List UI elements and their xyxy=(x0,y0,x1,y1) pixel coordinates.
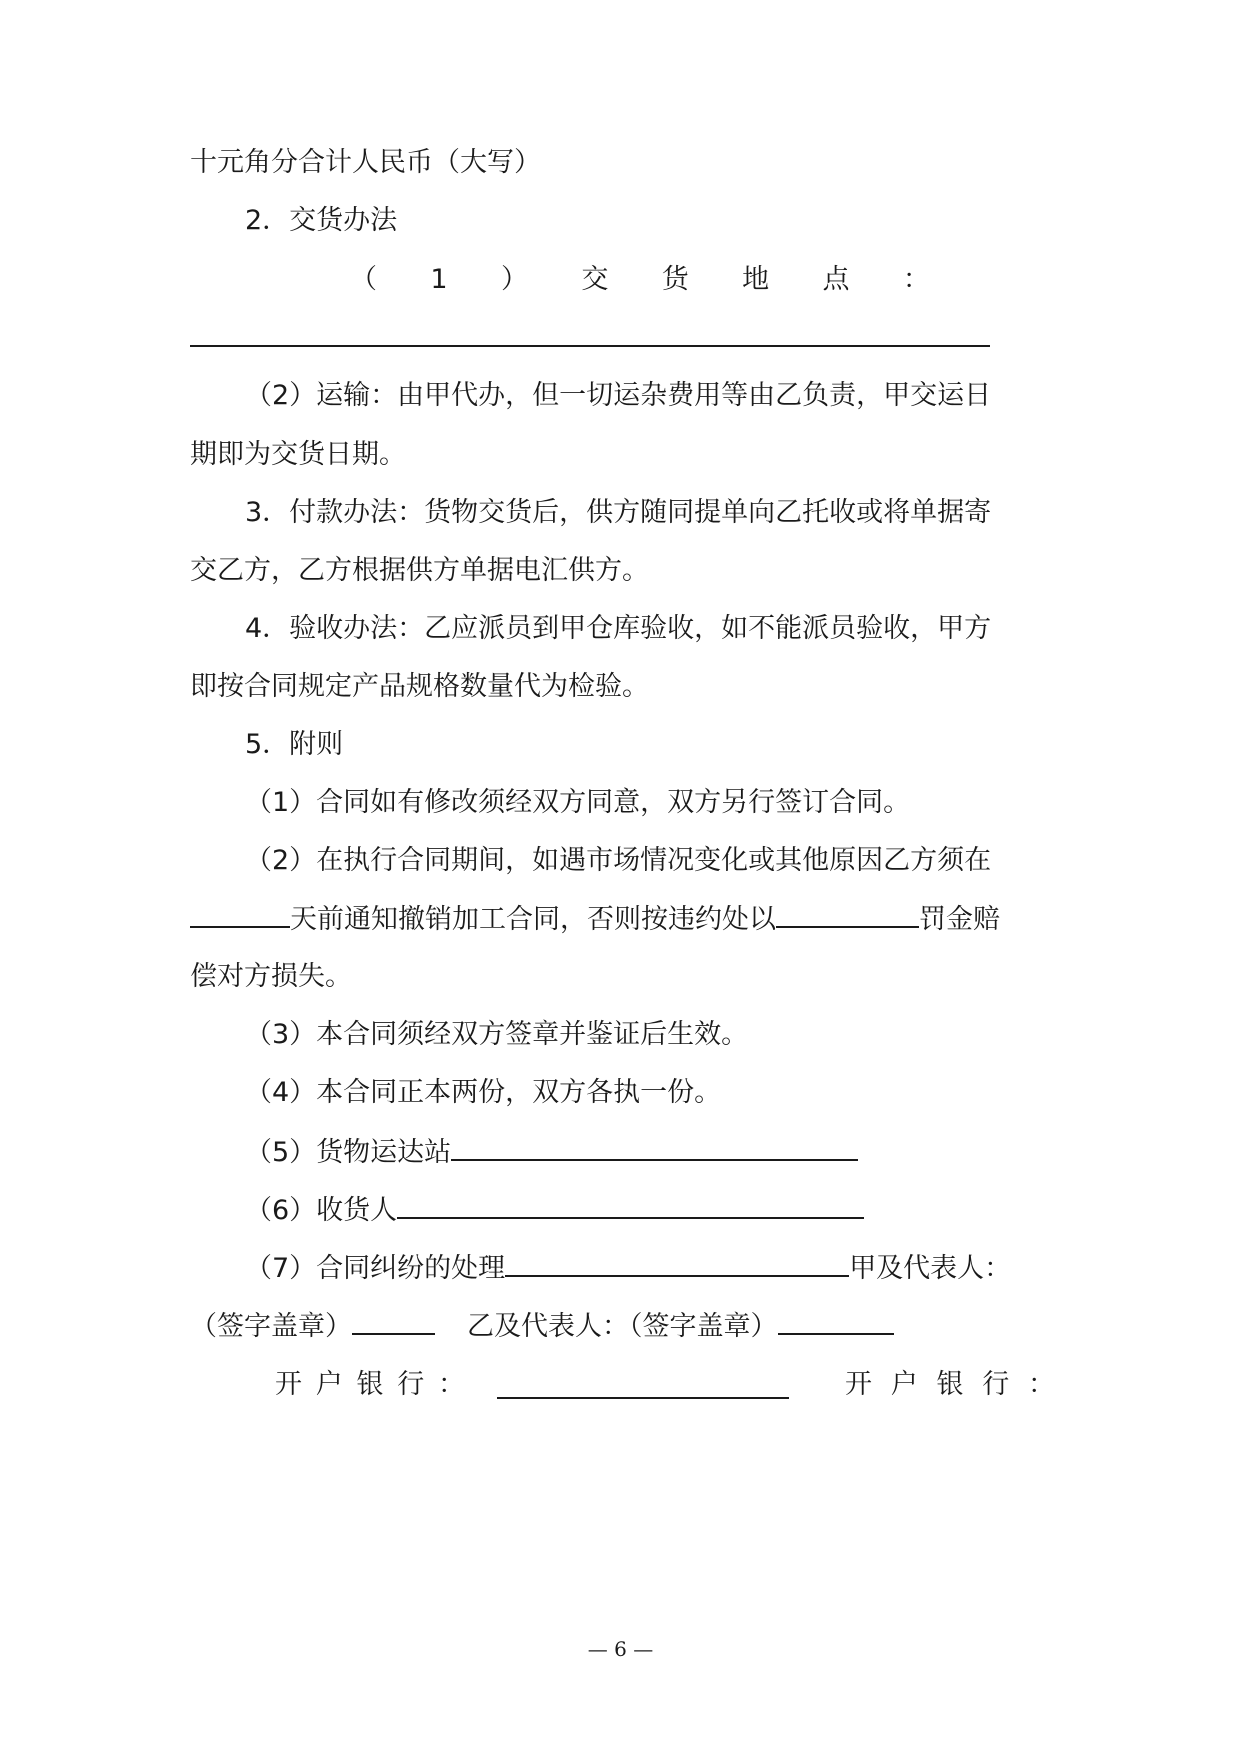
line-bank-accounts xyxy=(275,1365,1055,1405)
blank-dispute-resolution xyxy=(505,1248,849,1277)
line-delivery-location: （ 1 ） 交 货 地 点 ： xyxy=(350,264,930,295)
line-clause-7: （7）合同纠纷的处理 甲及代表人： xyxy=(245,1248,1060,1288)
line-total-amount: 十元角分合计人民币（大写） xyxy=(190,147,541,178)
heading-supplementary: 5．附则 xyxy=(245,729,344,760)
line-inspection-method: 4．验收办法：乙应派员到甲仓库验收，如不能派员验收，甲方 xyxy=(245,613,992,644)
blank-penalty xyxy=(776,899,919,928)
line-transport: （2）运输：由甲代办，但一切运杂费用等由乙负责，甲交运日 xyxy=(245,380,992,411)
blank-delivery-location xyxy=(190,345,990,347)
line-clause-1: （1）合同如有修改须经双方同意，双方另行签订合同。 xyxy=(245,787,911,818)
line-signatures: （签字盖章） 乙及代表人：（签字盖章） xyxy=(190,1306,1060,1346)
line-clause-2-end: 偿对方损失。 xyxy=(190,961,352,992)
line-clause-6: （6）收货人 xyxy=(245,1190,1060,1230)
line-inspection-method-cont: 即按合同规定产品规格数量代为检验。 xyxy=(190,671,649,702)
line-clause-2: （2）在执行合同期间，如遇市场情况变化或其他原因乙方须在 xyxy=(245,845,992,876)
blank-party-a-signature xyxy=(352,1306,435,1335)
line-clause-3: （3）本合同须经双方签章并鉴证后生效。 xyxy=(245,1019,749,1050)
blank-consignee xyxy=(397,1190,864,1219)
page-number: — 6 — xyxy=(587,1637,654,1661)
label-party-a-bank: 开 户 银 行 ： xyxy=(275,1369,465,1400)
line-clause-2-cont: 天前通知撤销加工合同，否则按违约处以 罚金赔 xyxy=(190,899,1060,939)
line-payment-method: 3．付款办法：货物交货后，供方随同提单向乙托收或将单据寄 xyxy=(245,497,992,528)
label-party-b-bank: 开 户 银 行 ： xyxy=(845,1369,1055,1400)
blank-party-b-signature xyxy=(778,1306,894,1335)
blank-party-a-bank xyxy=(497,1370,789,1399)
heading-delivery-method: 2．交货办法 xyxy=(245,205,398,236)
blank-days xyxy=(190,899,290,928)
line-clause-5: （5）货物运达站 xyxy=(245,1132,1060,1172)
line-payment-method-cont: 交乙方，乙方根据供方单据电汇供方。 xyxy=(190,555,649,586)
line-transport-cont: 期即为交货日期。 xyxy=(190,439,406,470)
line-clause-4: （4）本合同正本两份，双方各执一份。 xyxy=(245,1077,722,1108)
blank-destination-station xyxy=(451,1132,858,1161)
